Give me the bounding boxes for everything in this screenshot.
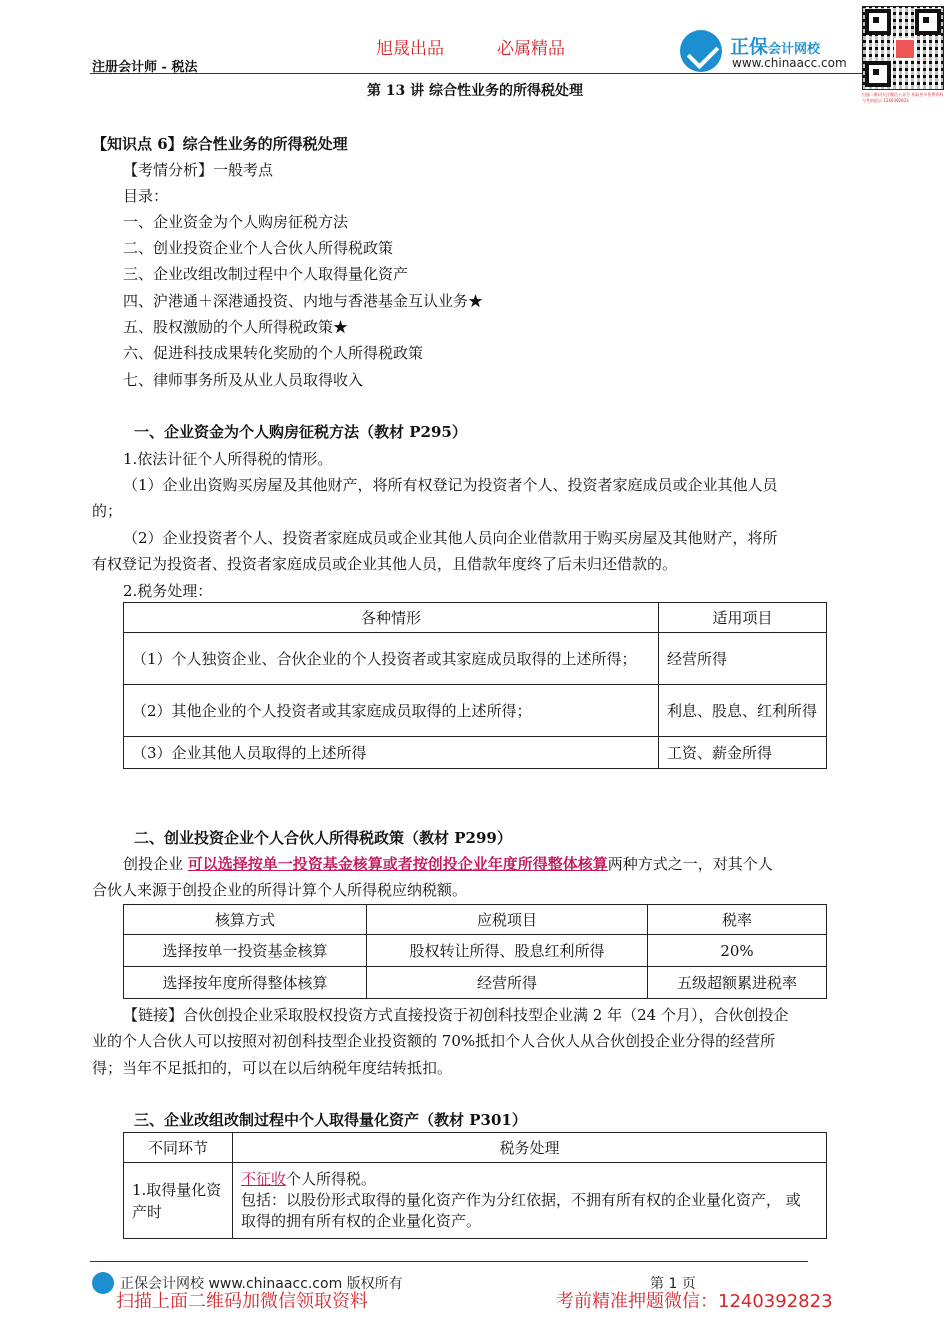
toc-item: 七、律师事务所及从业人员取得收入 [123,371,364,389]
section-1-para: 2.税务处理： [123,582,213,600]
section-1-para: （2）企业投资者个人、投资者家庭成员或企业其他人员向企业借款用于购买房屋及其他财产，将所 [123,529,778,547]
table-cell: 经营所得 [367,967,648,999]
table-cell [233,1163,827,1239]
brand-logo [680,30,860,74]
toc-item: 六、促进科技成果转化奖励的个人所得税政策 [123,344,424,362]
cell-text: 包括：以股份形式取得的量化资产作为分红依据，不拥有所有权的企业量化资产， 或 [241,1191,801,1209]
table-cell: 选择按单一投资基金核算 [124,935,367,967]
table-cell: 五级超额累进税率 [648,967,827,999]
section-3-title: 三、企业改组改制过程中个人取得量化资产（教材 P301） [134,1111,527,1129]
cell-text: 个人所得税。 [286,1170,377,1188]
link-note: 得；当年不足抵扣的，可以在以后纳税年度结转抵扣。 [92,1059,453,1077]
logo-url: www.chinaacc.com [732,56,847,70]
table-header: 不同环节 [124,1133,233,1163]
para-text: 两种方式之一，对其个人 [607,855,773,873]
toc-item: 四、沪港通＋深港通投资、内地与香港基金互认业务★ [123,292,484,310]
table-cell: （3）企业其他人员取得的上述所得 [124,737,659,769]
promo-right: 考前精准押题微信：1240392823 [556,1291,833,1312]
table-cell: 1.取得量化资产时 [124,1163,233,1239]
para-text: 创投企业 [123,855,188,873]
toc-item: 二、创业投资企业个人合伙人所得税政策 [123,239,394,257]
table-cell: 经营所得 [659,633,827,685]
analysis-line: 【考情分析】一般考点 [123,161,274,179]
link-note: 【链接】合伙创投企业采取股权投资方式直接投资于初创科技型企业满 2 年（24 个月），合伙创投企 [123,1006,789,1024]
page-number: 第 1 页 [650,1276,696,1292]
toc-label: 目录： [123,187,169,205]
section-1-title: 一、企业资金为个人购房征税方法（教材 P295） [134,423,467,441]
section-3-table [123,1132,827,1239]
table-header: 适用项目 [659,603,827,633]
section-2-table [123,904,827,999]
section-1-para: 的； [92,502,123,520]
lecture-title: 第 13 讲 综合性业务的所得税处理 [366,83,584,99]
footer-copyright: 正保会计网校 www.chinaacc.com 版权所有 [120,1276,403,1292]
qr-code-icon [862,6,944,90]
qr-note: 扫描二维码关注微信公众号 获取更多免费资料与考前提示 1240392823 [862,92,944,103]
section-2-title: 二、创业投资企业个人合伙人所得税政策（教材 P299） [134,829,512,847]
toc-item: 一、企业资金为个人购房征税方法 [123,213,349,231]
table-header: 各种情形 [124,603,659,633]
knowledge-point-title: 【知识点 6】综合性业务的所得税处理 [92,135,348,153]
table-cell: 选择按年度所得整体核算 [124,967,367,999]
highlighted-text: 可以选择按单一投资基金核算或者按创投企业年度所得整体核算 [187,855,608,873]
header-divider [90,73,862,74]
table-cell: 20% [648,935,827,967]
table-header: 税率 [648,905,827,935]
toc-item: 三、企业改组改制过程中个人取得量化资产 [123,265,409,283]
link-note: 业的个人合伙人可以按照对初创科技型企业投资额的 70%抵扣个人合伙人从合伙创投企业分得的经营所 [92,1032,776,1050]
logo-mark-icon [680,30,722,72]
logo-sub: 会计网校 [768,42,821,57]
table-header: 税务处理 [233,1133,827,1163]
logo-name: 正保 [730,36,769,58]
section-1-para: 1.依法计征个人所得税的情形。 [123,450,333,468]
table-cell: （2）其他企业的个人投资者或其家庭成员取得的上述所得； [124,685,659,737]
slogan-left: 旭晟出品 [376,39,444,59]
section-1-para: 有权登记为投资者、投资者家庭成员或企业其他人员，且借款年度终了后未归还借款的。 [92,555,678,573]
highlighted-text: 不征收 [241,1170,287,1188]
section-2-para: 合伙人来源于创投企业的所得计算个人所得税应纳税额。 [92,881,468,899]
promo-left: 扫描上面二维码加微信领取资料 [116,1291,368,1312]
section-1-table [123,602,827,769]
section-2-para [123,853,773,874]
footer-logo-icon [92,1272,114,1294]
table-header: 核算方式 [124,905,367,935]
table-cell: 工资、薪金所得 [659,737,827,769]
table-header: 应税项目 [367,905,648,935]
toc-item: 五、股权激励的个人所得税政策★ [123,318,349,336]
table-cell: 股权转让所得、股息红利所得 [367,935,648,967]
section-1-para: （1）企业出资购买房屋及其他财产，将所有权登记为投资者个人、投资者家庭成员或企业其他人员 [123,476,778,494]
slogan-right: 必属精品 [497,39,565,59]
cell-text: 取得的拥有所有权的企业量化资产。 [241,1212,482,1230]
course-name: 注册会计师 - 税法 [92,60,198,75]
table-cell: （1）个人独资企业、合伙企业的个人投资者或其家庭成员取得的上述所得； [124,633,659,685]
footer-divider [90,1261,808,1262]
table-cell: 利息、股息、红利所得 [659,685,827,737]
